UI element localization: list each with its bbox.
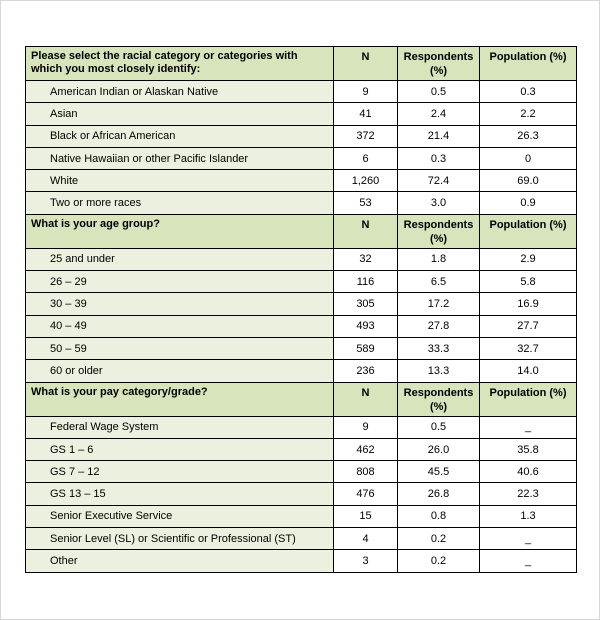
column-header-respondents: Respondents (%) <box>398 382 480 416</box>
table-row <box>26 550 577 572</box>
respondents-percent: 21.4 <box>398 125 480 147</box>
respondents-percent: 13.3 <box>398 360 480 382</box>
row-label: 30 – 39 <box>26 293 334 315</box>
n-value: 53 <box>334 192 398 214</box>
table-row <box>26 147 577 169</box>
table-row <box>26 248 577 270</box>
row-label: American Indian or Alaskan Native <box>26 81 334 103</box>
population-percent: 16.9 <box>480 293 577 315</box>
table-row <box>26 438 577 460</box>
question-heading: What is your pay category/grade? <box>26 382 334 416</box>
respondents-percent: 6.5 <box>398 271 480 293</box>
population-percent: _ <box>480 528 577 550</box>
n-value: 372 <box>334 125 398 147</box>
respondents-percent: 2.4 <box>398 103 480 125</box>
column-header-n: N <box>334 214 398 248</box>
question-heading: What is your age group? <box>26 214 334 248</box>
respondents-percent: 27.8 <box>398 315 480 337</box>
row-label: GS 13 – 15 <box>26 483 334 505</box>
population-percent: 14.0 <box>480 360 577 382</box>
column-header-respondents: Respondents (%) <box>398 214 480 248</box>
n-value: 6 <box>334 147 398 169</box>
population-percent: 0.3 <box>480 81 577 103</box>
column-header-n: N <box>334 382 398 416</box>
n-value: 462 <box>334 438 398 460</box>
column-header-population: Population (%) <box>480 47 577 81</box>
row-label: GS 7 – 12 <box>26 461 334 483</box>
population-percent: 2.9 <box>480 248 577 270</box>
respondents-percent: 0.5 <box>398 416 480 438</box>
respondents-percent: 0.2 <box>398 528 480 550</box>
population-percent: 1.3 <box>480 505 577 527</box>
row-label: 25 and under <box>26 248 334 270</box>
population-percent: 40.6 <box>480 461 577 483</box>
n-value: 3 <box>334 550 398 572</box>
table-row <box>26 461 577 483</box>
row-label: GS 1 – 6 <box>26 438 334 460</box>
population-percent: 0 <box>480 147 577 169</box>
table-row <box>26 337 577 359</box>
section-header <box>26 214 577 248</box>
respondents-percent: 1.8 <box>398 248 480 270</box>
row-label: Senior Executive Service <box>26 505 334 527</box>
column-header-population: Population (%) <box>480 382 577 416</box>
n-value: 493 <box>334 315 398 337</box>
table-row <box>26 170 577 192</box>
respondents-percent: 45.5 <box>398 461 480 483</box>
n-value: 305 <box>334 293 398 315</box>
n-value: 4 <box>334 528 398 550</box>
respondents-percent: 0.8 <box>398 505 480 527</box>
table-row <box>26 192 577 214</box>
n-value: 41 <box>334 103 398 125</box>
table-row <box>26 360 577 382</box>
population-percent: _ <box>480 416 577 438</box>
row-label: 60 or older <box>26 360 334 382</box>
row-label: 26 – 29 <box>26 271 334 293</box>
respondents-percent: 0.5 <box>398 81 480 103</box>
row-label: Other <box>26 550 334 572</box>
table-row <box>26 293 577 315</box>
table-row <box>26 81 577 103</box>
population-percent: 26.3 <box>480 125 577 147</box>
demographics-table-body <box>26 47 577 573</box>
table-row <box>26 528 577 550</box>
n-value: 9 <box>334 416 398 438</box>
table-row <box>26 315 577 337</box>
n-value: 32 <box>334 248 398 270</box>
respondents-percent: 17.2 <box>398 293 480 315</box>
section-header <box>26 382 577 416</box>
demographics-table <box>25 46 577 573</box>
n-value: 1,260 <box>334 170 398 192</box>
n-value: 589 <box>334 337 398 359</box>
n-value: 236 <box>334 360 398 382</box>
respondents-percent: 0.3 <box>398 147 480 169</box>
population-percent: 35.8 <box>480 438 577 460</box>
row-label: Native Hawaiian or other Pacific Islander <box>26 147 334 169</box>
population-percent: _ <box>480 550 577 572</box>
row-label: Senior Level (SL) or Scientific or Professional (ST) <box>26 528 334 550</box>
respondents-percent: 26.0 <box>398 438 480 460</box>
population-percent: 22.3 <box>480 483 577 505</box>
column-header-n: N <box>334 47 398 81</box>
table-row <box>26 416 577 438</box>
question-heading: Please select the racial category or categories with which you most closely identify: <box>26 47 334 81</box>
population-percent: 69.0 <box>480 170 577 192</box>
respondents-percent: 26.8 <box>398 483 480 505</box>
n-value: 15 <box>334 505 398 527</box>
row-label: 40 – 49 <box>26 315 334 337</box>
population-percent: 32.7 <box>480 337 577 359</box>
respondents-percent: 3.0 <box>398 192 480 214</box>
respondents-percent: 72.4 <box>398 170 480 192</box>
n-value: 116 <box>334 271 398 293</box>
n-value: 476 <box>334 483 398 505</box>
section-header <box>26 47 577 81</box>
row-label: Black or African American <box>26 125 334 147</box>
column-header-population: Population (%) <box>480 214 577 248</box>
row-label: Two or more races <box>26 192 334 214</box>
row-label: 50 – 59 <box>26 337 334 359</box>
table-row <box>26 125 577 147</box>
population-percent: 2.2 <box>480 103 577 125</box>
table-row <box>26 271 577 293</box>
table-row <box>26 103 577 125</box>
population-percent: 27.7 <box>480 315 577 337</box>
n-value: 808 <box>334 461 398 483</box>
row-label: Federal Wage System <box>26 416 334 438</box>
respondents-percent: 33.3 <box>398 337 480 359</box>
respondents-percent: 0.2 <box>398 550 480 572</box>
table-row <box>26 483 577 505</box>
column-header-respondents: Respondents (%) <box>398 47 480 81</box>
table-row <box>26 505 577 527</box>
n-value: 9 <box>334 81 398 103</box>
row-label: White <box>26 170 334 192</box>
row-label: Asian <box>26 103 334 125</box>
population-percent: 5.8 <box>480 271 577 293</box>
population-percent: 0.9 <box>480 192 577 214</box>
